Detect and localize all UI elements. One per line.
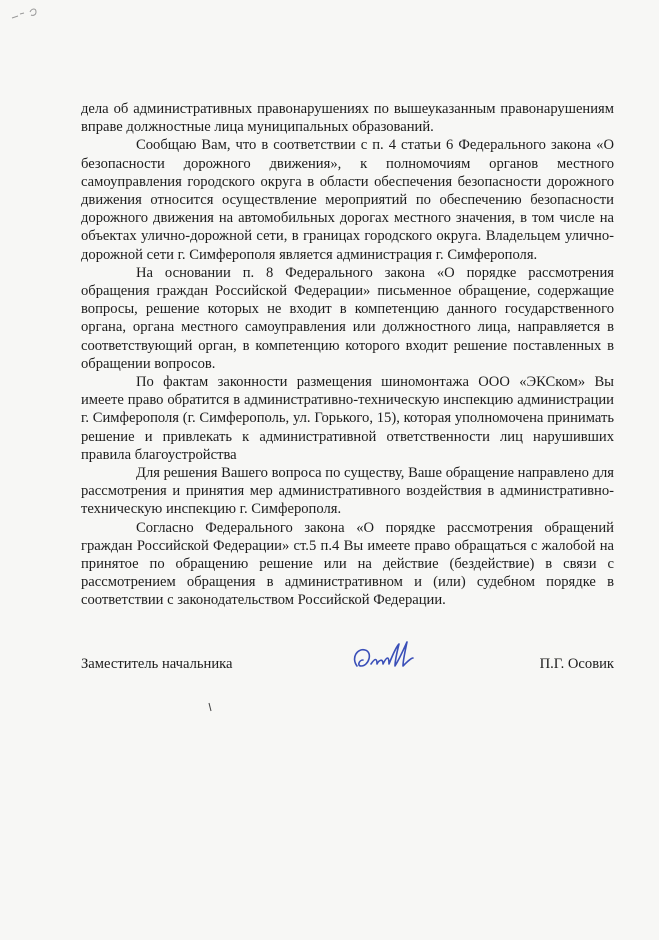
handwritten-signature <box>349 636 439 678</box>
paragraph-road-safety: Сообщаю Вам, что в соответствии с п. 4 статьи 6 Федерального закона «О безопасности дорожного движения», к полномочиям органов местного самоуправления городского округа в области обеспечения безопасности дорожного движения относится осуществление мероприятий по обеспечению безопасности дорожного движения на автомобильных дорогах местного значения, в том числе на объектах улично-дорожной сети, в границах городского округа. Владельцем улично-дорожной сети г. Симферополя является администрация г. Симферополя. <box>81 137 614 263</box>
paragraph-tire-service: По фактам законности размещения шиномонтажа ООО «ЭКСком» Вы имеете право обратится в административно-техническую инспекцию администрации г. Симферополя (г. Симферополь, ул. Горького, 15), которая уполномочена принимать решение и привлекать к административной ответственности лиц нарушивших правила благоустройства <box>81 374 614 463</box>
signature-block <box>81 650 614 684</box>
signer-name: П.Г. Осовик <box>539 656 614 672</box>
letter-body <box>81 100 614 610</box>
stray-mark <box>207 702 213 712</box>
paragraph-redirection-law: На основании п. 8 Федерального закона «О порядке рассмотрения обращения граждан Российской Федерации» письменное обращение, содержащие вопросы, решение которых не входит в компетенцию данного государственного органа, органа местного самоуправления или должностного лица, направляется в соответствующий орган, в компетенцию которого входит решение поставленных в обращении вопросов. <box>81 264 614 372</box>
position-title: Заместитель начальника <box>81 656 233 672</box>
paragraph-forwarded: Для решения Вашего вопроса по существу, Ваше обращение направлено для рассмотрения и принятия мер административного воздействия в административно-техническую инспекцию г. Симферополя. <box>81 465 614 518</box>
corner-scribble <box>10 4 50 26</box>
paragraph-appeal-rights: Согласно Федерального закона «О порядке рассмотрения обращений граждан Российской Федерации» ст.5 п.4 Вы имеете право обращаться с жалобой на принятое по обращению решение или на действие (бездействие) в связи с рассмотрением обращения в административном и (или) судебном порядке в соответствии с законодательством Российской Федерации. <box>81 519 614 609</box>
paragraph-continuation: дела об административных правонарушениях по вышеуказанным правонарушениям вправе должностные лица муниципальных образований. <box>81 101 614 136</box>
